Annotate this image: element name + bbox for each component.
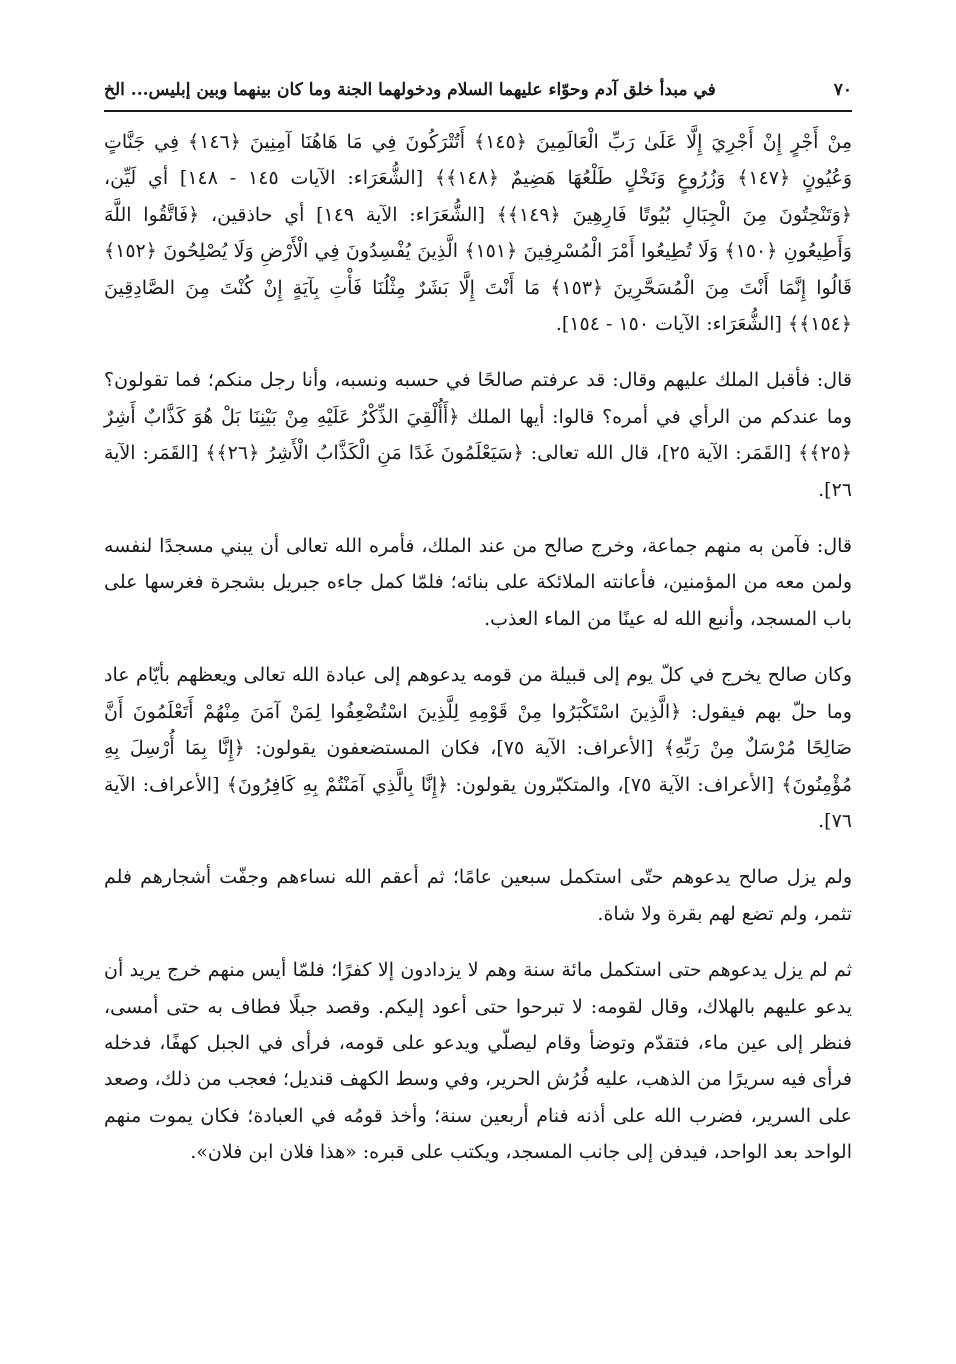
paragraph-cave: ثم لم يزل يدعوهم حتى استكمل مائة سنة وهم لا يزدادون إلا كفرًا؛ فلمّا أيس منهم خرج يريد أن يدعو عليهم بالهلاك، وقال لقومه: لا تبرحوا حتى أعود إليكم. وقصد جبلًا فطاف به حتى أمسى، فنظر إلى عين ماء، فتقدّم وتوضأ وقام ليصلّي ويدعو على قومه، فرأى في الجبل كهفًا، فدخله فرأى فيه سريرًا من الذهب، عليه فُرُش الحرير، وفي وسط الكهف قنديل؛ فعجب من ذلك، وصعد على السرير، فضرب الله على أذنه فنام أربعين سنة؛ وأخذ قومُه في العبادة؛ فكان يموت منهم الواحد بعد الواحد، فيدفن إلى جانب المسجد، ويكتب على قبره: «هذا فلان ابن فلان».: [104, 959, 852, 1164]
paragraph-preaching: وكان صالح يخرج في كلّ يوم إلى قبيلة من قومه يدعوهم إلى عبادة الله تعالى ويعظهم بأيّام عاد وما حلّ بهم فيقول: ﴿الَّذِينَ اسْتَكْبَرُوا مِنْ قَوْمِهِ لِلَّذِينَ اسْتُضْعِفُوا لِمَنْ آمَنَ مِنْهُمْ أَتَعْلَمُونَ أَنَّ صَالِحًا مُرْسَلٌ مِنْ رَبِّهِ﴾ [الأعراف: الآية ٧٥]، فكان المستضعفون يقولون: ﴿إِنَّا بِمَا أُرْسِلَ بِهِ مُؤْمِنُونَ﴾ [الأعراف: الآية ٧٥]، والمتكبّرون يقولون: ﴿إِنَّا بِالَّذِي آمَنْتُمْ بِهِ كَافِرُونَ﴾ [الأعراف: الآية ٧٦].: [104, 664, 853, 832]
paragraph-gap: [104, 342, 852, 362]
paragraph-gap: [104, 839, 852, 859]
page-header: [104, 74, 852, 106]
page-body: [104, 124, 852, 1171]
paragraph-gap: [104, 932, 852, 952]
page-number: ٧٠: [833, 80, 852, 100]
paragraph-mosque: قال: فآمن به منهم جماعة، وخرج صالح من عند الملك، فأمره الله تعالى أن يبني مسجدًا لنفسه ولمن معه من المؤمنين، فأعانته الملائكة على بنائه؛ فلمّا كمل جاءه جبريل بشجرة فغرسها على باب المسجد، وأنبع الله له عينًا من الماء العذب.: [104, 535, 852, 630]
header-divider: [104, 110, 852, 112]
paragraph-king: قال: فأقبل الملك عليهم وقال: قد عرفتم صالحًا في حسبه ونسبه، وأنا رجل منكم؛ فما تقولون؟ وما عندكم من الرأي في أمره؟ قالوا: أيها الملك ﴿أَأُلْقِيَ الذِّكْرُ عَلَيْهِ مِنْ بَيْنِنَا بَلْ هُوَ كَذَّابٌ أَشِرٌ ﴿٢٥﴾﴾ [القَمَر: الآية ٢٥]، قال الله تعالى: ﴿سَيَعْلَمُونَ غَدًا مَنِ الْكَذَّابُ الْأَشِرُ ﴿٢٦﴾﴾ [القَمَر: الآية ٢٦].: [104, 369, 852, 501]
paragraph-quran-verses: مِنْ أَجْرٍ إِنْ أَجْرِيَ إِلَّا عَلَىٰ رَبِّ الْعَالَمِينَ ﴿١٤٥﴾ أَتُتْرَكُونَ فِي مَا هَاهُنَا آمِنِينَ ﴿١٤٦﴾ فِي جَنَّاتٍ وَعُيُونٍ ﴿١٤٧﴾ وَزُرُوعٍ وَنَخْلٍ طَلْعُهَا هَضِيمٌ ﴿١٤٨﴾﴾ [الشُّعَرَاء: الآيات ١٤٥ - ١٤٨] أي لَيِّن، ﴿وَتَنْحِتُونَ مِنَ الْجِبَالِ بُيُوتًا فَارِهِينَ ﴿١٤٩﴾﴾ [الشُّعَرَاء: الآية ١٤٩] أي حاذقين، ﴿فَاتَّقُوا اللَّهَ وَأَطِيعُونِ ﴿١٥٠﴾ وَلَا تُطِيعُوا أَمْرَ الْمُسْرِفِينَ ﴿١٥١﴾ الَّذِينَ يُفْسِدُونَ فِي الْأَرْضِ وَلَا يُصْلِحُونَ ﴿١٥٢﴾ قَالُوا إِنَّمَا أَنْتَ مِنَ الْمُسَحَّرِينَ ﴿١٥٣﴾ مَا أَنْتَ إِلَّا بَشَرٌ مِثْلُنَا فَأْتِ بِآيَةٍ إِنْ كُنْتَ مِنَ الصَّادِقِينَ ﴿١٥٤﴾﴾ [الشُّعَرَاء: الآيات ١٥٠ - ١٥٤].: [104, 131, 853, 336]
paragraph-gap: [104, 637, 852, 657]
running-title: في مبدأ خلق آدم وحوّاء عليهما السلام ودخولهما الجنة وما كان بينهما وبين إبليس... الخ: [104, 80, 716, 100]
paragraph-seventy-years: ولم يزل صالح يدعوهم حتّى استكمل سبعين عامًا؛ ثم أعقم الله نساءهم وجفّت أشجارهم فلم تثمر، ولم تضع لهم بقرة ولا شاة.: [104, 866, 852, 925]
paragraph-gap: [104, 508, 852, 528]
